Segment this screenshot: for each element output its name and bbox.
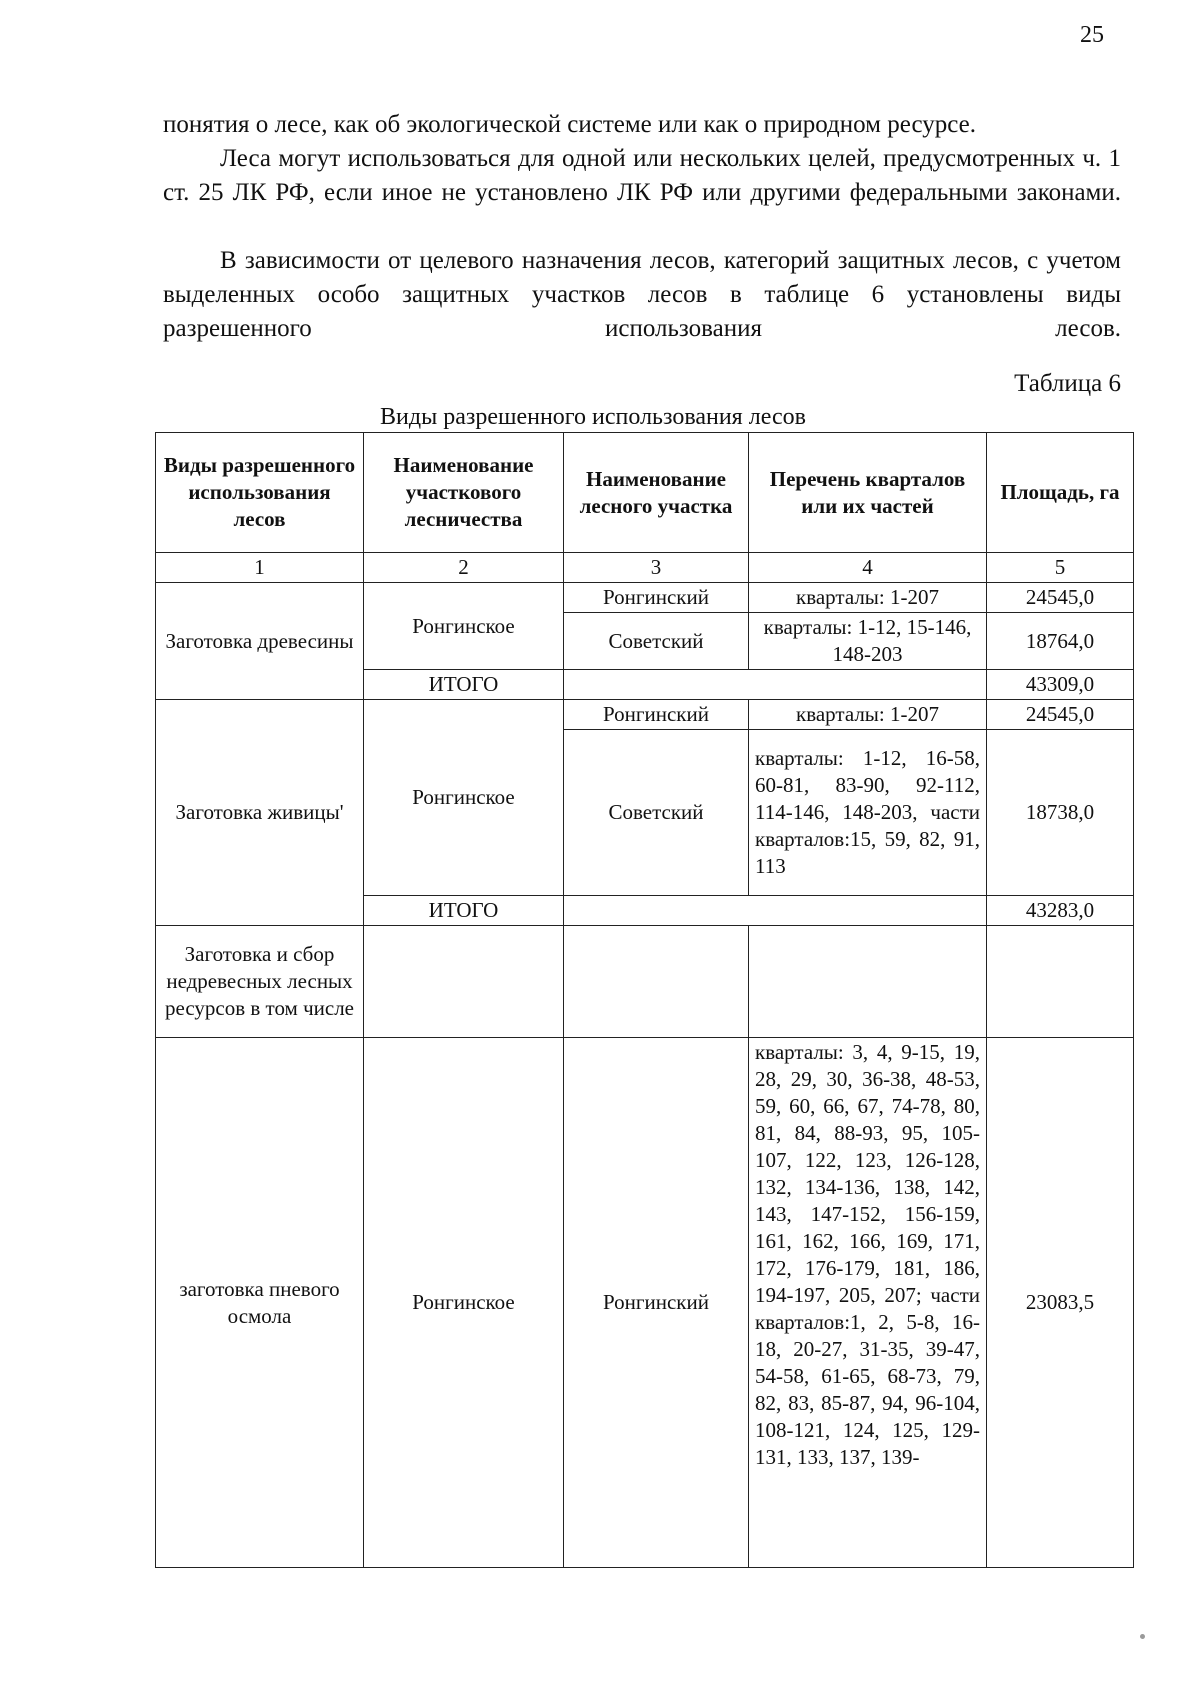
header-area: Площадь, га [987, 433, 1134, 553]
column-number: 1 [156, 553, 364, 583]
header-site: Наименование лесного участка [564, 433, 749, 553]
site-cell: Ронгинский [564, 700, 749, 730]
paragraph-table-intro: В зависимости от целевого назначения лесов, категорий защитных лесов, с учетом выделенных особо защитных участков лесов в таблице 6 установлены виды разрешенного использования лесов. [163, 247, 1121, 342]
column-number-row [156, 553, 1134, 583]
total-area: 43283,0 [987, 896, 1134, 926]
quarters-cell: кварталы: 1-207 [749, 583, 987, 613]
quarters-cell: кварталы: 1-207 [749, 700, 987, 730]
column-number: 4 [749, 553, 987, 583]
header-forestry: Наименование участкового лесничества [364, 433, 564, 553]
area-cell: 18764,0 [987, 613, 1134, 670]
empty-cell [364, 926, 564, 1038]
header-use-type: Виды разрешенного использования лесов [156, 433, 364, 553]
forestry-cell: Ронгинское [364, 583, 564, 670]
table-title: Виды разрешенного использования лесов [380, 404, 806, 430]
paragraph-continuation: понятия о лесе, как об экологической системе или как о природном ресурсе. [163, 111, 976, 138]
page-number: 25 [1080, 22, 1104, 48]
forestry-cell: Ронгинское [364, 700, 564, 896]
empty-cell [564, 670, 987, 700]
header-quarters: Перечень кварталов или их частей [749, 433, 987, 553]
total-label: ИТОГО [364, 896, 564, 926]
column-number: 2 [364, 553, 564, 583]
column-number: 5 [987, 553, 1134, 583]
forestry-cell: Ронгинское [364, 1038, 564, 1568]
table-header-row [156, 433, 1134, 553]
quarters-cell: кварталы: 1-12, 15-146, 148-203 [749, 613, 987, 670]
empty-cell [987, 926, 1134, 1038]
site-cell: Советский [564, 730, 749, 896]
site-cell: Ронгинский [564, 1038, 749, 1568]
table-row [156, 926, 1134, 1038]
paragraph-forest-use: Леса могут использоваться для одной или нескольких целей, предусмотренных ч. 1 ст. 25 ЛК РФ, если иное не установлено ЛК РФ или другими федеральными законами. [163, 145, 1121, 206]
area-cell: 24545,0 [987, 700, 1134, 730]
column-number: 3 [564, 553, 749, 583]
total-area: 43309,0 [987, 670, 1134, 700]
empty-cell [564, 896, 987, 926]
use-type-cell: заготовка пневого осмола [156, 1038, 364, 1568]
area-cell: 18738,0 [987, 730, 1134, 896]
use-type-cell: Заготовка живицы' [156, 700, 364, 926]
quarters-cell: кварталы: 3, 4, 9-15, 19, 28, 29, 30, 36-38, 48-53, 59, 60, 66, 67, 74-78, 80, 81, 84, 88-93, 95, 105-107, 122, 123, 126-128, 132, 134-136, 138, 142, 143, 147-152, 156-159, 161, 162, 166, 169, 171, 172, 176-179, 181, 186, 194-197, 205, 207; части кварталов:1, 2, 5-8, 16-18, 20-27, 31-35, 39-47, 54-58, 61-65, 68-73, 79, 82, 83, 85-87, 94, 96-104, 108-121, 124, 125, 129-131, 133, 137, 139- [749, 1038, 987, 1568]
table-label: Таблица 6 [1014, 370, 1121, 397]
forest-use-table [155, 432, 1134, 1568]
use-type-cell: Заготовка древесины [156, 583, 364, 700]
table-row [156, 1038, 1134, 1568]
site-cell: Ронгинский [564, 583, 749, 613]
area-cell: 24545,0 [987, 583, 1134, 613]
table-row [156, 700, 1134, 730]
area-cell: 23083,5 [987, 1038, 1134, 1568]
empty-cell [749, 926, 987, 1038]
use-type-cell: Заготовка и сбор недревесных лесных ресурсов в том числе [156, 926, 364, 1038]
quarters-cell: кварталы: 1-12, 16-58, 60-81, 83-90, 92-112, 114-146, 148-203, части кварталов:15, 59, 82, 91, 113 [749, 730, 987, 896]
total-label: ИТОГО [364, 670, 564, 700]
scan-speck [1140, 1634, 1145, 1639]
site-cell: Советский [564, 613, 749, 670]
empty-cell [564, 926, 749, 1038]
table-row [156, 583, 1134, 613]
